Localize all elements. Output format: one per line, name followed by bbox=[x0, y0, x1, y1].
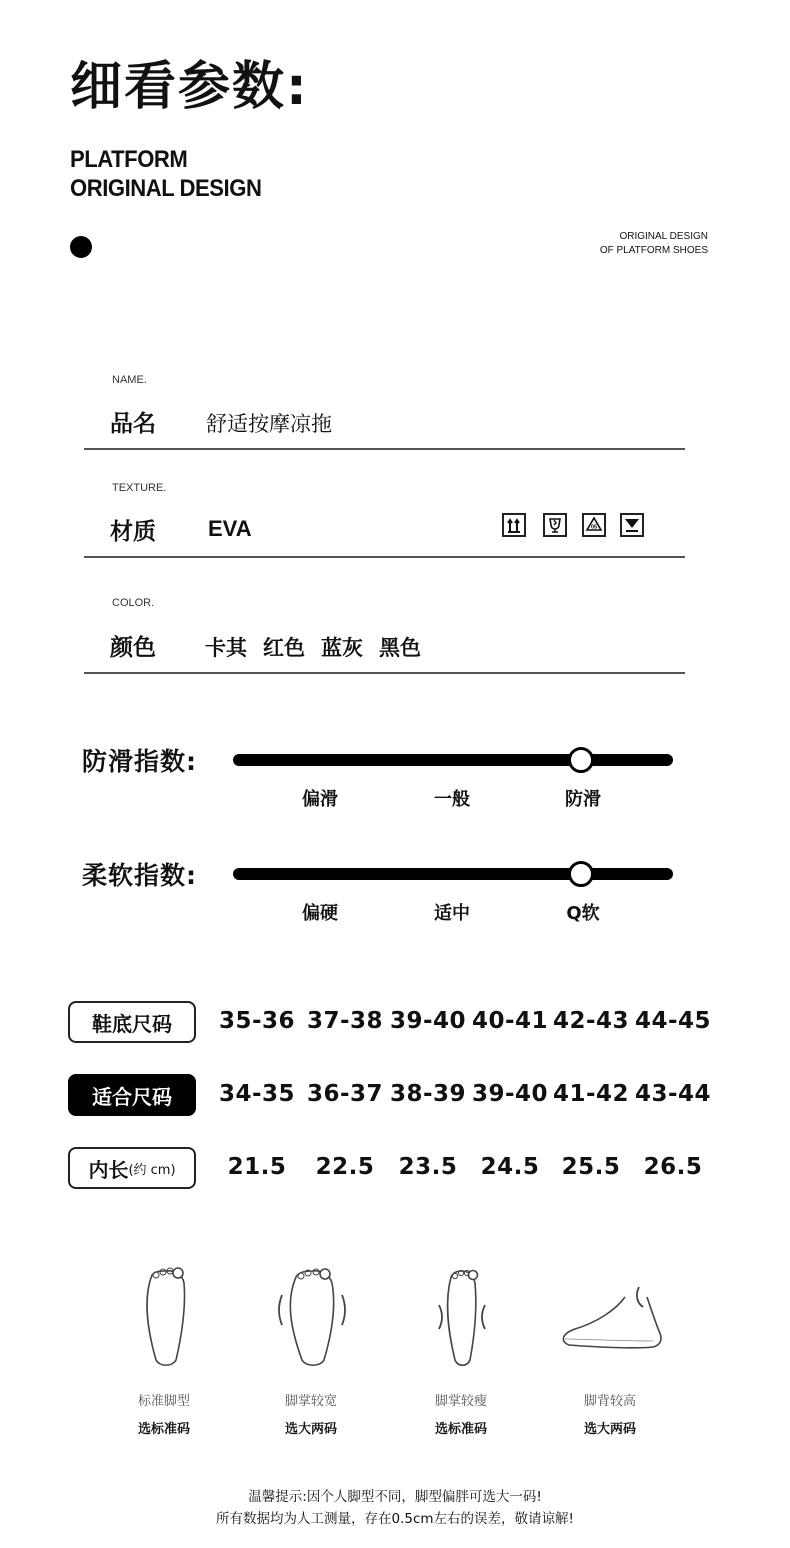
size-value: 24.5 bbox=[480, 1154, 540, 1180]
size-value: 43-44 bbox=[634, 1081, 712, 1107]
divider bbox=[84, 448, 685, 450]
this-way-up-icon bbox=[502, 513, 526, 537]
note-line-1: 温馨提示:因个人脚型不同，脚型偏胖可选大一码! bbox=[248, 1489, 542, 1505]
size-value: 36-37 bbox=[306, 1081, 384, 1107]
color-option: 卡其 bbox=[205, 636, 247, 660]
size-value: 38-39 bbox=[389, 1081, 467, 1107]
wide-foot-icon bbox=[252, 1265, 372, 1370]
color-label-en: COLOR. bbox=[112, 597, 155, 609]
color-option: 黑色 bbox=[379, 636, 421, 660]
size-value: 22.5 bbox=[315, 1154, 375, 1180]
inner-length-label: 内长 (约 cm) bbox=[68, 1147, 196, 1189]
brand-line-2: ORIGINAL DESIGN bbox=[70, 175, 262, 202]
softness-track bbox=[233, 868, 673, 880]
color-option: 蓝灰 bbox=[321, 636, 363, 660]
name-value: 舒适按摩凉拖 bbox=[206, 412, 332, 436]
anti-slip-tick: 一般 bbox=[434, 789, 470, 810]
size-value: 40-41 bbox=[471, 1008, 549, 1034]
brand-line-1: PLATFORM bbox=[70, 146, 188, 173]
size-value: 25.5 bbox=[561, 1154, 621, 1180]
tagline: ORIGINAL DESIGN OF PLATFORM SHOES bbox=[599, 231, 708, 256]
fragile-icon bbox=[543, 513, 567, 537]
softness-label: 柔软指数: bbox=[82, 861, 197, 890]
size-value: 41-42 bbox=[552, 1081, 630, 1107]
texture-label: 材质 bbox=[110, 519, 156, 545]
name-label: 品名 bbox=[110, 411, 156, 437]
narrow-foot-icon bbox=[400, 1265, 520, 1370]
page-title: 细看参数: bbox=[70, 57, 309, 117]
size-value: 42-43 bbox=[552, 1008, 630, 1034]
softness-knob bbox=[568, 861, 594, 887]
size-value: 23.5 bbox=[398, 1154, 458, 1180]
foot-caption: 标准脚型 bbox=[137, 1394, 190, 1409]
foot-size-tip: 选标准码 bbox=[434, 1422, 487, 1437]
anti-slip-knob bbox=[568, 747, 594, 773]
fit-size-label: 适合尺码 bbox=[68, 1074, 196, 1116]
recycle-05-icon bbox=[582, 513, 606, 537]
size-value: 39-40 bbox=[389, 1008, 467, 1034]
name-label-en: NAME. bbox=[112, 374, 147, 386]
color-option: 红色 bbox=[263, 636, 305, 660]
texture-label-en: TEXTURE. bbox=[112, 482, 167, 494]
softness-tick: 适中 bbox=[434, 903, 470, 924]
note-line-2: 所有数据均为人工测量，存在0.5cm左右的误差，敬请谅解! bbox=[216, 1511, 574, 1527]
anti-slip-label: 防滑指数: bbox=[82, 747, 197, 776]
foot-caption: 脚掌较宽 bbox=[284, 1394, 337, 1409]
size-value: 21.5 bbox=[227, 1154, 287, 1180]
anti-slip-tick: 防滑 bbox=[565, 789, 601, 810]
texture-value: EVA bbox=[208, 516, 252, 541]
color-options bbox=[205, 632, 437, 662]
anti-slip-tick: 偏滑 bbox=[302, 789, 338, 810]
standard-foot-icon bbox=[104, 1265, 224, 1370]
foot-size-tip: 选大两码 bbox=[583, 1422, 636, 1437]
size-value: 44-45 bbox=[634, 1008, 712, 1034]
anti-slip-track bbox=[233, 754, 673, 766]
divider bbox=[84, 672, 685, 674]
svg-text:05: 05 bbox=[590, 524, 598, 531]
softness-tick: 偏硬 bbox=[302, 903, 338, 924]
size-value: 34-35 bbox=[218, 1081, 296, 1107]
foot-size-tip: 选大两码 bbox=[284, 1422, 337, 1437]
size-value: 37-38 bbox=[306, 1008, 384, 1034]
color-label: 颜色 bbox=[110, 635, 156, 661]
size-value: 26.5 bbox=[643, 1154, 703, 1180]
foot-caption: 脚背较高 bbox=[583, 1394, 636, 1409]
bullet-dot-icon bbox=[70, 236, 92, 258]
foot-size-tip: 选标准码 bbox=[137, 1422, 190, 1437]
keep-down-icon bbox=[620, 513, 644, 537]
size-value: 35-36 bbox=[218, 1008, 296, 1034]
divider bbox=[84, 556, 685, 558]
high-instep-icon bbox=[550, 1285, 670, 1365]
sole-size-label: 鞋底尺码 bbox=[68, 1001, 196, 1043]
size-value: 39-40 bbox=[471, 1081, 549, 1107]
softness-tick: Q软 bbox=[566, 903, 600, 924]
foot-caption: 脚掌较瘦 bbox=[434, 1394, 487, 1409]
